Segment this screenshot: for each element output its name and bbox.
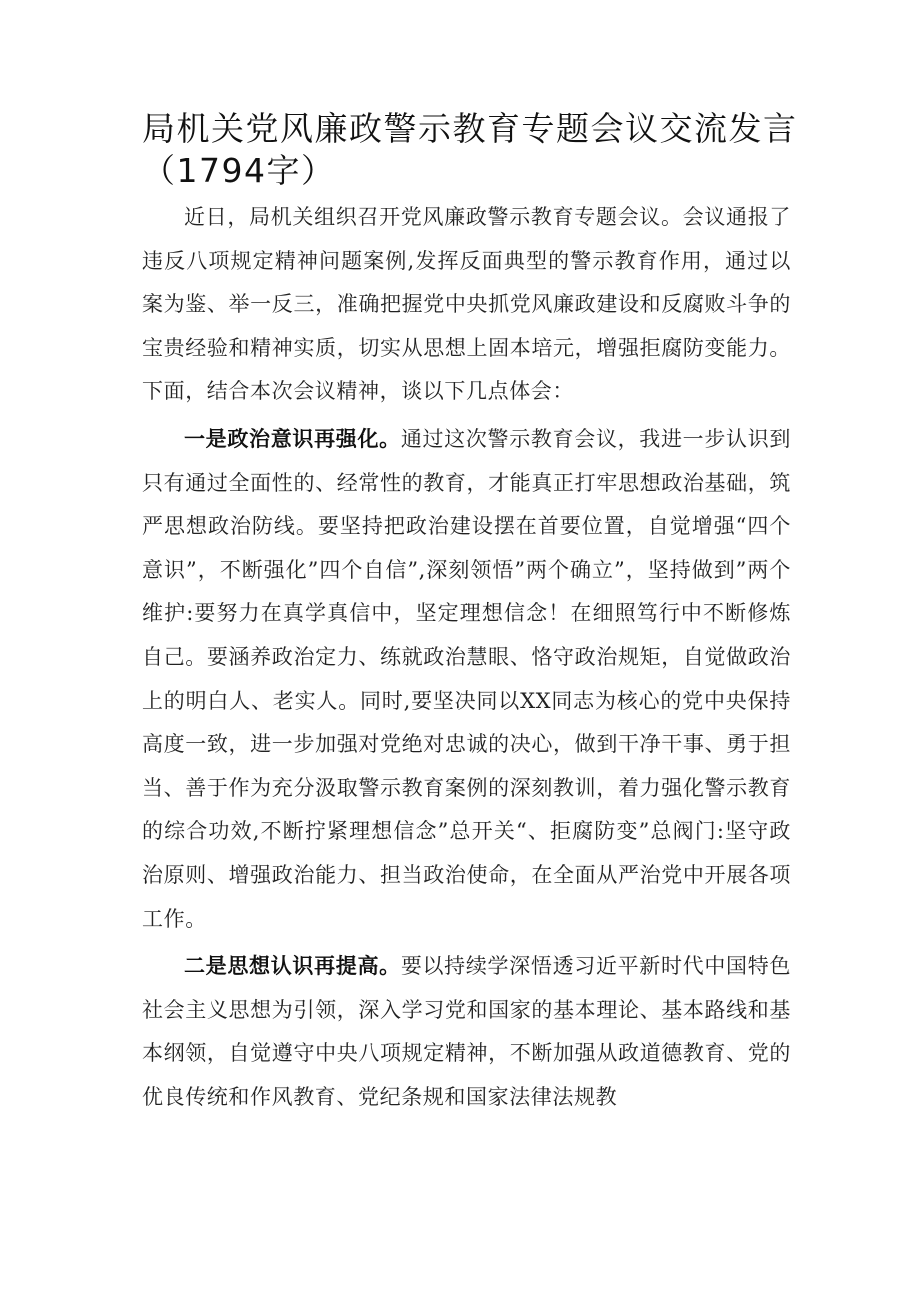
document-title: 局机关党风廉政警示教育专题会议交流发言（1794字） bbox=[142, 109, 798, 190]
paragraph-intro-text: 近日，局机关组织召开党风廉政警示教育专题会议。会议通报了违反八项规定精神问题案例,发挥反面典型的警示教育作用，通过以案为鉴、举一反三，准确把握党中央抓党风廉政建设和反腐败斗争的宝贵经验和精神实质，切实从思想上固本培元，增强拒腐防变能力。下面，结合本次会议精神，谈以下几点体会： bbox=[142, 205, 791, 404]
document-body bbox=[142, 196, 791, 1123]
paragraph-ideological-understanding-text: 要以持续学深悟透习近平新时代中国特色社会主义思想为引领，深入学习党和国家的基本理论、基本路线和基本纲领，自觉遵守中央八项规定精神，不断加强从政道德教育、党的优良传统和作风教育、党纪条规和国家法律法规教 bbox=[142, 954, 791, 1109]
paragraph-ideological-understanding bbox=[142, 945, 791, 1119]
paragraph-political-awareness-text: 通过这次警示教育会议，我进一步认识到只有通过全面性的、经常性的教育，才能真正打牢思想政治基础，筑严思想政治防线。要坚持把政治建设摆在首要位置，自觉增强“四个意识”，不断强化”四个自信”,深刻领悟”两个确立”，坚持做到”两个维护:要努力在真学真信中，坚定理想信念！在细照笃行中不断修炼自己。要涵养政治定力、练就政治慧眼、恪守政治规矩，自觉做政治上的明白人、老实人。同时,要坚决同以XX同志为核心的党中央保持高度一致，进一步加强对党绝对忠诚的决心，做到干净干事、勇于担当、善于作为充分汲取警示教育案例的深刻教训，着力强化警示教育的综合功效,不断拧紧理想信念”总开关“、拒腐防变”总阀门:坚守政治原则、增强政治能力、担当政治使命，在全面从严治党中开展各项工作。 bbox=[142, 426, 791, 931]
paragraph-heading-ideological-understanding: 二是思想认识再提高。 bbox=[184, 954, 401, 979]
paragraph-heading-political-awareness: 一是政治意识再强化。 bbox=[184, 426, 401, 451]
paragraph-intro bbox=[142, 196, 791, 414]
paragraph-political-awareness bbox=[142, 418, 791, 941]
